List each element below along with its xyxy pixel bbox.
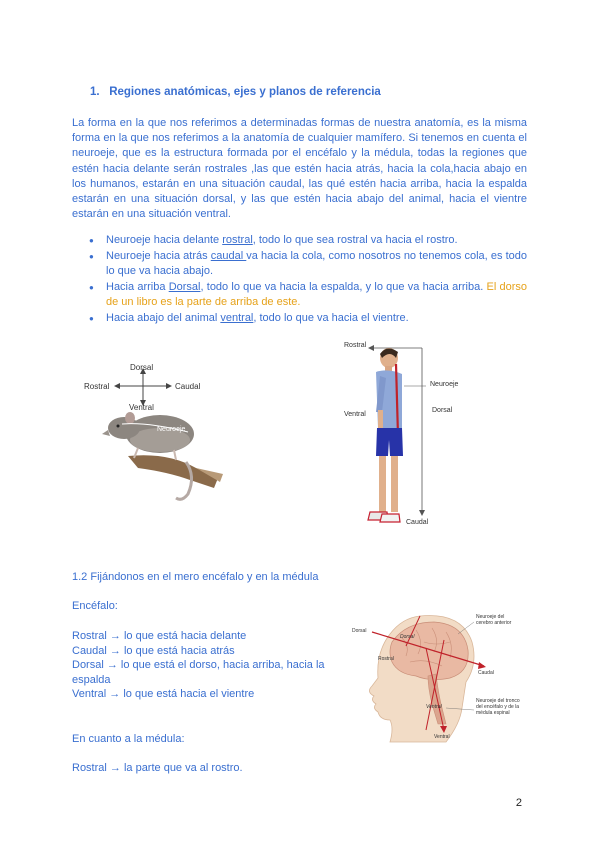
list-item: ● Hacia abajo del animal ventral, todo lo que va hacia el vientre. [72,311,527,326]
list-item: ● Neuroeje hacia delante rostral, todo lo que sea rostral va hacia el rostro. [72,233,527,248]
intro-paragraph: La forma en la que nos referimos a determinadas formas de nuestra anatomía, es la misma forma en la que nos referimos a la anatomía de cualquier mamífero. Si tenemos en cuenta el neuroeje, que es la estructura formada por el encéfalo y la médula, todas la regiones que estén hacia delante serán rostrales ,las que estén hacia atrás, hacia la cola,hacia abajo en los humanos, estarán en una situación caudal, las qué estén hacia arriba, hacia la espalda estarán en una situación dorsal, y las que estén hacia abajo del animal, hacia el vientre estarán en una situación ventral. [72,117,527,221]
list-item: Dorsal → lo que está el dorso, hacia arriba, hacia la espalda [72,659,325,686]
brain-dorsal-axis-label: Dorsal [400,634,415,640]
brain-ventral-axis-label: Ventral [426,704,442,710]
rat-rostral-label: Rostral [84,382,110,391]
list-item: ● Neuroeje hacia atrás caudal va hacia la cola, como nosotros no tenemos cola, es todo lo que va hacia abajo. [72,249,527,279]
medula-label: En cuanto a la médula: [72,733,185,745]
heading-number: 1. [90,86,100,98]
list-item: ● Hacia arriba Dorsal, todo lo que va hacia la espalda, y lo que va hacia arriba. El dorso de un libro es la parte de arriba de este. [72,280,527,310]
encefalo-label: Encéfalo: [72,600,118,612]
human-ventral-label: Ventral [344,411,366,418]
term-caudal: caudal [210,250,247,262]
human-rostral-label: Rostral [344,342,367,349]
book-note: El dorso de un libro es la parte de arriba de este. [106,281,527,308]
brain-caudal-label: Caudal [478,670,494,676]
human-axes-figure [340,340,480,535]
rat-illustration [78,356,228,506]
encefalo-list [72,629,347,702]
list-item: Rostral → lo que está hacia delante [72,630,247,642]
subsection-title: 1.2 Fijándonos en el mero encéfalo y en la médula [72,571,319,583]
human-dorsal-label: Dorsal [432,407,453,414]
brain-ventral-label: Ventral [434,734,450,740]
page-number: 2 [515,797,522,809]
section-heading [90,86,381,98]
human-caudal-label: Caudal [406,519,429,526]
term-ventral: ventral [220,312,254,324]
term-rostral: rostral [222,234,253,246]
rat-dorsal-label: Dorsal [130,363,154,372]
brain-illustration [350,612,522,744]
heading-title: Regiones anatómicas, ejes y planos de referencia [109,86,381,98]
list-item: Caudal → lo que está hacia atrás [72,644,235,657]
medula-item: Rostral → la parte que va al rostro. [72,762,243,774]
note-brainstem-axis: Neuroeje del tronco del encéfalo y de la médula espinal [476,698,520,716]
list-item: Ventral → lo que está hacia el vientre [72,688,255,701]
direction-list [72,233,527,327]
brain-axes-figure [350,612,522,744]
rat-neuroeje-label: Neuroeje [157,426,186,433]
rat-caudal-label: Caudal [175,382,201,391]
brain-dorsal-label: Dorsal [352,628,367,634]
human-neuroeje-label: Neuroeje [430,381,459,388]
brain-rostral-label: Rostral [378,656,394,662]
human-illustration [340,340,480,535]
note-forebrain-axis: Neuroeje del cerebro anterior [476,614,512,626]
term-dorsal: Dorsal [168,281,201,293]
rat-axes-figure [78,356,228,506]
rat-ventral-label: Ventral [129,403,154,412]
